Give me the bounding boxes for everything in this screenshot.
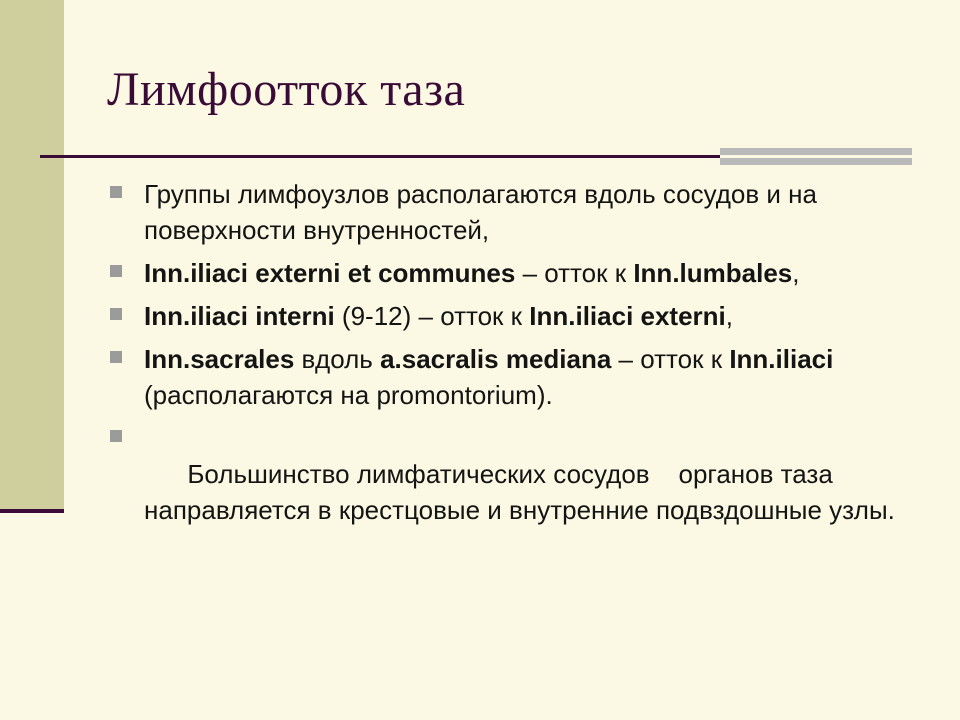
- bullet-segment-bold: Inn.iliaci interni: [144, 301, 335, 331]
- bullet-segment-bold: a.sacralis mediana: [380, 344, 612, 374]
- bullet-text: [144, 459, 895, 561]
- bullet-segment-bold: Inn.iliaci externi et communes: [144, 258, 516, 288]
- title-accent-bars: [720, 148, 912, 164]
- title-divider: [40, 155, 720, 158]
- bullet-segment: (9-12) – отток к: [334, 301, 530, 331]
- accent-bar-top: [720, 148, 912, 155]
- square-bullet-icon: [110, 430, 122, 442]
- bullet-segment-bold: Inn.iliaci externi: [529, 301, 726, 331]
- accent-bar-bottom: [720, 158, 912, 165]
- square-bullet-icon: [110, 186, 122, 198]
- bullet-item: [108, 176, 908, 248]
- bullet-segment: Большинство лимфатических сосудов органов таза направляется в крестцовые и внутренние подвздошные узлы.: [144, 459, 895, 525]
- square-bullet-icon: [110, 308, 122, 320]
- bullet-segment: ,: [792, 258, 800, 288]
- square-bullet-icon: [110, 351, 122, 363]
- bullet-segment: ,: [725, 301, 734, 331]
- bullet-text: [144, 344, 833, 410]
- bullet-text: [144, 258, 799, 288]
- bullet-list: [108, 176, 908, 571]
- bullet-segment-bold: Inn.iliaci: [729, 344, 834, 374]
- bullet-segment: – отток к: [515, 258, 634, 288]
- bullet-item: [108, 298, 908, 334]
- left-band-underline: [0, 509, 64, 513]
- bullet-text: [144, 179, 817, 245]
- bullet-item: [108, 420, 908, 564]
- bullet-segment: – отток к: [611, 344, 730, 374]
- bullet-segment-bold: Inn.lumbales: [633, 258, 793, 288]
- bullet-segment: (располагаются на promontorium).: [144, 380, 553, 410]
- bullet-item: [108, 255, 908, 291]
- bullet-text: [144, 301, 733, 331]
- left-decorative-band: [0, 0, 64, 512]
- bullet-segment: Группы лимфоузлов располагаются вдоль сосудов и на поверхности внутренностей,: [144, 179, 817, 245]
- bullet-item: [108, 341, 908, 413]
- bullet-segment: вдоль: [294, 344, 381, 374]
- bullet-segment-bold: Inn.sacrales: [144, 344, 295, 374]
- slide-title: Лимфоотток таза: [107, 63, 466, 116]
- square-bullet-icon: [110, 265, 122, 277]
